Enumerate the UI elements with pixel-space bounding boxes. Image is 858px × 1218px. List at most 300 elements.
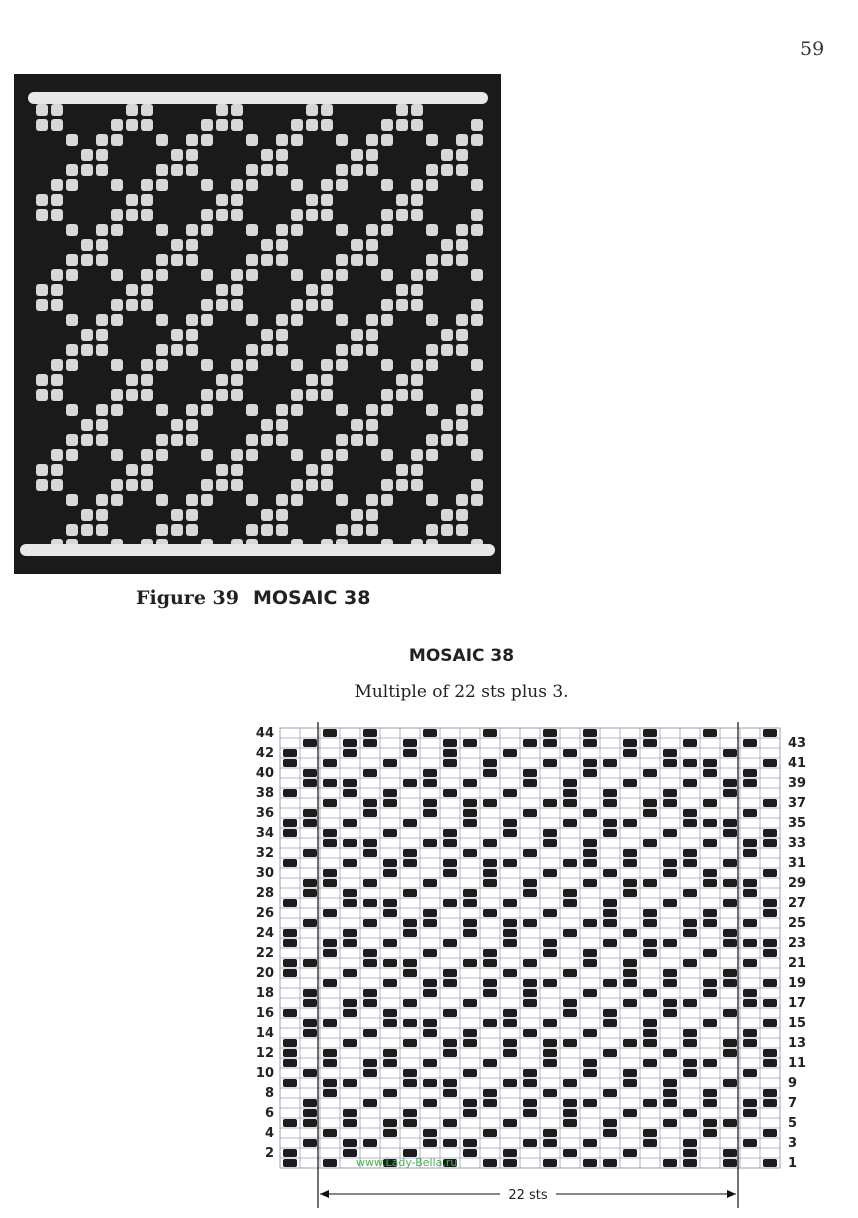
swatch-stitch <box>141 194 153 206</box>
row-label-left: 42 <box>255 746 274 761</box>
filled-stitch <box>723 1159 737 1167</box>
filled-stitch <box>303 1119 317 1127</box>
row-label-right: 15 <box>788 1016 807 1031</box>
row-label-left: 4 <box>264 1126 274 1141</box>
filled-stitch <box>443 859 457 867</box>
swatch-stitch <box>51 104 63 116</box>
filled-stitch <box>663 869 677 877</box>
filled-stitch <box>623 1079 637 1087</box>
filled-stitch <box>703 729 717 737</box>
filled-stitch <box>623 779 637 787</box>
filled-stitch <box>763 829 777 837</box>
swatch-stitch <box>81 254 93 266</box>
swatch-stitch <box>81 344 93 356</box>
filled-stitch <box>443 1079 457 1087</box>
swatch-stitch <box>381 314 393 326</box>
filled-stitch <box>663 1099 677 1107</box>
filled-stitch <box>363 849 377 857</box>
filled-stitch <box>383 959 397 967</box>
filled-stitch <box>683 919 697 927</box>
filled-stitch <box>703 769 717 777</box>
filled-stitch <box>463 739 477 747</box>
swatch-stitch <box>186 419 198 431</box>
filled-stitch <box>683 859 697 867</box>
swatch-stitch <box>411 284 423 296</box>
filled-stitch <box>363 949 377 957</box>
filled-stitch <box>763 1159 777 1167</box>
swatch-stitch <box>231 449 243 461</box>
swatch-stitch <box>141 374 153 386</box>
filled-stitch <box>703 909 717 917</box>
filled-stitch <box>663 1009 677 1017</box>
swatch-stitch <box>96 134 108 146</box>
swatch-stitch <box>291 224 303 236</box>
filled-stitch <box>523 1029 537 1037</box>
filled-stitch <box>763 1019 777 1027</box>
filled-stitch <box>343 819 357 827</box>
swatch-stitch <box>366 329 378 341</box>
swatch-stitch <box>246 269 258 281</box>
swatch-stitch <box>471 269 483 281</box>
row-label-left: 10 <box>255 1066 274 1081</box>
swatch-stitch <box>141 464 153 476</box>
swatch-stitch <box>186 164 198 176</box>
swatch-stitch <box>456 239 468 251</box>
swatch-stitch <box>351 524 363 536</box>
filled-stitch <box>563 789 577 797</box>
filled-stitch <box>763 939 777 947</box>
filled-stitch <box>443 739 457 747</box>
filled-stitch <box>643 739 657 747</box>
swatch-stitch <box>36 464 48 476</box>
filled-stitch <box>383 909 397 917</box>
swatch-stitch <box>276 494 288 506</box>
filled-stitch <box>343 1009 357 1017</box>
swatch-stitch <box>156 344 168 356</box>
swatch-stitch <box>246 179 258 191</box>
filled-stitch <box>503 1159 517 1167</box>
filled-stitch <box>403 1109 417 1117</box>
filled-stitch <box>543 759 557 767</box>
filled-stitch <box>663 969 677 977</box>
filled-stitch <box>723 969 737 977</box>
filled-stitch <box>403 999 417 1007</box>
swatch-stitch <box>201 269 213 281</box>
swatch-stitch <box>141 119 153 131</box>
filled-stitch <box>343 969 357 977</box>
swatch-stitch <box>66 314 78 326</box>
swatch-stitch <box>276 524 288 536</box>
swatch-stitch <box>141 209 153 221</box>
filled-stitch <box>503 1119 517 1127</box>
swatch-stitch <box>351 434 363 446</box>
swatch-stitch <box>306 374 318 386</box>
swatch-stitch <box>246 224 258 236</box>
filled-stitch <box>663 799 677 807</box>
row-label-left: 38 <box>255 786 274 801</box>
swatch-stitch <box>246 494 258 506</box>
swatch-stitch <box>336 314 348 326</box>
swatch-stitch <box>246 134 258 146</box>
row-label-right: 19 <box>788 976 807 991</box>
swatch-stitch <box>366 224 378 236</box>
swatch-stitch <box>426 494 438 506</box>
filled-stitch <box>643 799 657 807</box>
filled-stitch <box>483 799 497 807</box>
filled-stitch <box>363 989 377 997</box>
filled-stitch <box>643 839 657 847</box>
filled-stitch <box>423 809 437 817</box>
filled-stitch <box>343 929 357 937</box>
swatch-stitch <box>366 524 378 536</box>
filled-stitch <box>703 819 717 827</box>
filled-stitch <box>623 979 637 987</box>
filled-stitch <box>303 1019 317 1027</box>
filled-stitch <box>443 1039 457 1047</box>
swatch-stitch <box>51 299 63 311</box>
filled-stitch <box>423 1019 437 1027</box>
swatch-stitch <box>471 404 483 416</box>
filled-stitch <box>643 989 657 997</box>
filled-stitch <box>603 909 617 917</box>
filled-stitch <box>563 1109 577 1117</box>
swatch-stitch <box>51 464 63 476</box>
filled-stitch <box>283 859 297 867</box>
filled-stitch <box>363 1069 377 1077</box>
filled-stitch <box>363 959 377 967</box>
filled-stitch <box>763 1089 777 1097</box>
swatch-stitch <box>81 419 93 431</box>
swatch-stitch <box>261 149 273 161</box>
swatch-stitch <box>51 359 63 371</box>
filled-stitch <box>403 1119 417 1127</box>
swatch-stitch <box>276 314 288 326</box>
filled-stitch <box>743 1029 757 1037</box>
swatch-stitch <box>231 179 243 191</box>
row-label-right: 31 <box>788 856 807 871</box>
swatch-stitch <box>411 449 423 461</box>
swatch-stitch <box>351 254 363 266</box>
filled-stitch <box>683 999 697 1007</box>
swatch-stitch <box>201 449 213 461</box>
swatch-stitch <box>216 389 228 401</box>
filled-stitch <box>503 859 517 867</box>
swatch-stitch <box>51 209 63 221</box>
swatch-stitch <box>171 434 183 446</box>
filled-stitch <box>663 999 677 1007</box>
filled-stitch <box>303 849 317 857</box>
swatch-stitch <box>111 479 123 491</box>
swatch-stitch <box>366 404 378 416</box>
filled-stitch <box>523 1139 537 1147</box>
filled-stitch <box>603 789 617 797</box>
filled-stitch <box>363 1059 377 1067</box>
row-label-right: 33 <box>788 836 807 851</box>
filled-stitch <box>363 839 377 847</box>
swatch-stitch <box>36 209 48 221</box>
filled-stitch <box>563 779 577 787</box>
filled-stitch <box>423 1129 437 1137</box>
swatch-stitch <box>306 284 318 296</box>
filled-stitch <box>483 959 497 967</box>
swatch-stitch <box>201 209 213 221</box>
filled-stitch <box>603 759 617 767</box>
swatch-stitch <box>261 344 273 356</box>
filled-stitch <box>403 859 417 867</box>
swatch-stitch <box>261 164 273 176</box>
filled-stitch <box>283 789 297 797</box>
swatch-stitch <box>66 134 78 146</box>
swatch-stitch <box>426 254 438 266</box>
filled-stitch <box>343 779 357 787</box>
filled-stitch <box>303 889 317 897</box>
filled-stitch <box>743 1099 757 1107</box>
swatch-stitch <box>396 119 408 131</box>
swatch-stitch <box>126 389 138 401</box>
filled-stitch <box>323 1059 337 1067</box>
filled-stitch <box>303 919 317 927</box>
filled-stitch <box>523 1069 537 1077</box>
filled-stitch <box>283 1079 297 1087</box>
filled-stitch <box>323 779 337 787</box>
filled-stitch <box>543 1049 557 1057</box>
filled-stitch <box>743 739 757 747</box>
swatch-stitch <box>231 374 243 386</box>
swatch-stitch <box>171 149 183 161</box>
swatch-stitch <box>36 299 48 311</box>
filled-stitch <box>563 1099 577 1107</box>
filled-stitch <box>563 1119 577 1127</box>
filled-stitch <box>623 1109 637 1117</box>
filled-stitch <box>703 989 717 997</box>
swatch-stitch <box>471 134 483 146</box>
filled-stitch <box>763 1049 777 1057</box>
row-label-left: 24 <box>255 926 274 941</box>
filled-stitch <box>703 979 717 987</box>
filled-stitch <box>683 1039 697 1047</box>
swatch-stitch <box>186 509 198 521</box>
row-label-right: 13 <box>788 1036 807 1051</box>
row-label-right: 41 <box>788 756 807 771</box>
filled-stitch <box>463 1039 477 1047</box>
swatch-stitch <box>471 224 483 236</box>
filled-stitch <box>523 979 537 987</box>
swatch-stitch <box>291 179 303 191</box>
swatch-stitch <box>246 314 258 326</box>
row-label-right: 39 <box>788 776 807 791</box>
filled-stitch <box>543 839 557 847</box>
filled-stitch <box>683 1139 697 1147</box>
swatch-stitch <box>396 104 408 116</box>
swatch-stitch <box>216 194 228 206</box>
swatch-stitch <box>366 494 378 506</box>
filled-stitch <box>323 869 337 877</box>
swatch-stitch <box>201 299 213 311</box>
swatch-stitch <box>186 224 198 236</box>
filled-stitch <box>323 759 337 767</box>
swatch-stitch <box>156 254 168 266</box>
swatch-stitch <box>306 194 318 206</box>
filled-stitch <box>703 919 717 927</box>
filled-stitch <box>403 969 417 977</box>
filled-stitch <box>763 729 777 737</box>
swatch-stitch <box>441 509 453 521</box>
filled-stitch <box>563 1079 577 1087</box>
filled-stitch <box>523 769 537 777</box>
swatch-stitch <box>261 329 273 341</box>
filled-stitch <box>683 929 697 937</box>
filled-stitch <box>543 799 557 807</box>
filled-stitch <box>503 1019 517 1027</box>
swatch-stitch <box>141 359 153 371</box>
filled-stitch <box>723 789 737 797</box>
swatch-stitch <box>141 284 153 296</box>
filled-stitch <box>663 859 677 867</box>
filled-stitch <box>383 979 397 987</box>
swatch-stitch <box>441 344 453 356</box>
swatch-stitch <box>96 509 108 521</box>
filled-stitch <box>723 859 737 867</box>
swatch-stitch <box>51 269 63 281</box>
filled-stitch <box>683 779 697 787</box>
filled-stitch <box>503 1049 517 1057</box>
filled-stitch <box>623 859 637 867</box>
swatch-stitch <box>426 524 438 536</box>
filled-stitch <box>623 969 637 977</box>
swatch-stitch <box>321 194 333 206</box>
filled-stitch <box>643 1029 657 1037</box>
filled-stitch <box>623 889 637 897</box>
swatch-stitch <box>216 119 228 131</box>
filled-stitch <box>723 929 737 937</box>
filled-stitch <box>763 869 777 877</box>
filled-stitch <box>603 1129 617 1137</box>
filled-stitch <box>423 909 437 917</box>
swatch-stitch <box>381 479 393 491</box>
swatch-stitch <box>471 449 483 461</box>
filled-stitch <box>563 819 577 827</box>
filled-stitch <box>343 1139 357 1147</box>
swatch-stitch <box>381 209 393 221</box>
filled-stitch <box>643 1019 657 1027</box>
chart-subtitle: Multiple of 22 sts plus 3. <box>354 682 569 702</box>
filled-stitch <box>403 779 417 787</box>
swatch-stitch <box>396 374 408 386</box>
filled-stitch <box>543 949 557 957</box>
swatch-stitch <box>276 134 288 146</box>
swatch-stitch <box>201 479 213 491</box>
filled-stitch <box>463 819 477 827</box>
swatch-stitch <box>276 224 288 236</box>
filled-stitch <box>763 949 777 957</box>
swatch-stitch <box>351 239 363 251</box>
swatch-stitch <box>261 419 273 431</box>
filled-stitch <box>463 1069 477 1077</box>
swatch-stitch <box>111 404 123 416</box>
filled-stitch <box>723 939 737 947</box>
filled-stitch <box>583 1069 597 1077</box>
filled-stitch <box>423 1079 437 1087</box>
filled-stitch <box>603 1049 617 1057</box>
filled-stitch <box>483 879 497 887</box>
swatch-stitch <box>126 464 138 476</box>
filled-stitch <box>543 1159 557 1167</box>
swatch-stitch <box>426 224 438 236</box>
filled-stitch <box>463 919 477 927</box>
swatch-stitch <box>381 269 393 281</box>
filled-stitch <box>583 1029 597 1037</box>
filled-stitch <box>603 1089 617 1097</box>
filled-stitch <box>323 909 337 917</box>
filled-stitch <box>363 739 377 747</box>
swatch-stitch <box>336 164 348 176</box>
swatch-stitch <box>156 434 168 446</box>
filled-stitch <box>403 739 417 747</box>
swatch-stitch <box>51 479 63 491</box>
row-label-left: 18 <box>255 986 274 1001</box>
swatch-stitch <box>186 494 198 506</box>
arrow-left-icon <box>320 1190 329 1198</box>
filled-stitch <box>663 789 677 797</box>
filled-stitch <box>283 1149 297 1157</box>
swatch-stitch <box>366 314 378 326</box>
filled-stitch <box>583 919 597 927</box>
filled-stitch <box>503 919 517 927</box>
filled-stitch <box>463 999 477 1007</box>
filled-stitch <box>303 1029 317 1037</box>
swatch-stitch <box>216 104 228 116</box>
swatch-stitch <box>411 479 423 491</box>
filled-stitch <box>743 939 757 947</box>
filled-stitch <box>423 839 437 847</box>
swatch-stitch <box>96 164 108 176</box>
row-label-right: 21 <box>788 956 807 971</box>
swatch-stitch <box>396 284 408 296</box>
swatch-stitch <box>291 119 303 131</box>
filled-stitch <box>483 869 497 877</box>
swatch-stitch <box>456 149 468 161</box>
swatch-stitch <box>36 104 48 116</box>
swatch-stitch <box>231 359 243 371</box>
swatch-stitch <box>321 119 333 131</box>
filled-stitch <box>583 1099 597 1107</box>
filled-stitch <box>523 849 537 857</box>
swatch-stitch <box>291 389 303 401</box>
swatch-stitch <box>51 119 63 131</box>
filled-stitch <box>343 889 357 897</box>
filled-stitch <box>683 819 697 827</box>
filled-stitch <box>703 949 717 957</box>
swatch-stitch <box>321 269 333 281</box>
filled-stitch <box>603 1119 617 1127</box>
page-number: 59 <box>800 38 825 60</box>
swatch-stitch <box>81 149 93 161</box>
filled-stitch <box>723 1039 737 1047</box>
swatch-stitch <box>411 299 423 311</box>
filled-stitch <box>483 909 497 917</box>
filled-stitch <box>683 849 697 857</box>
filled-stitch <box>323 979 337 987</box>
filled-stitch <box>503 789 517 797</box>
row-label-left: 36 <box>255 806 274 821</box>
swatch-stitch <box>321 449 333 461</box>
swatch-stitch <box>276 509 288 521</box>
filled-stitch <box>523 779 537 787</box>
filled-stitch <box>543 1089 557 1097</box>
swatch-stitch <box>96 344 108 356</box>
filled-stitch <box>283 1039 297 1047</box>
swatch-stitch <box>81 164 93 176</box>
